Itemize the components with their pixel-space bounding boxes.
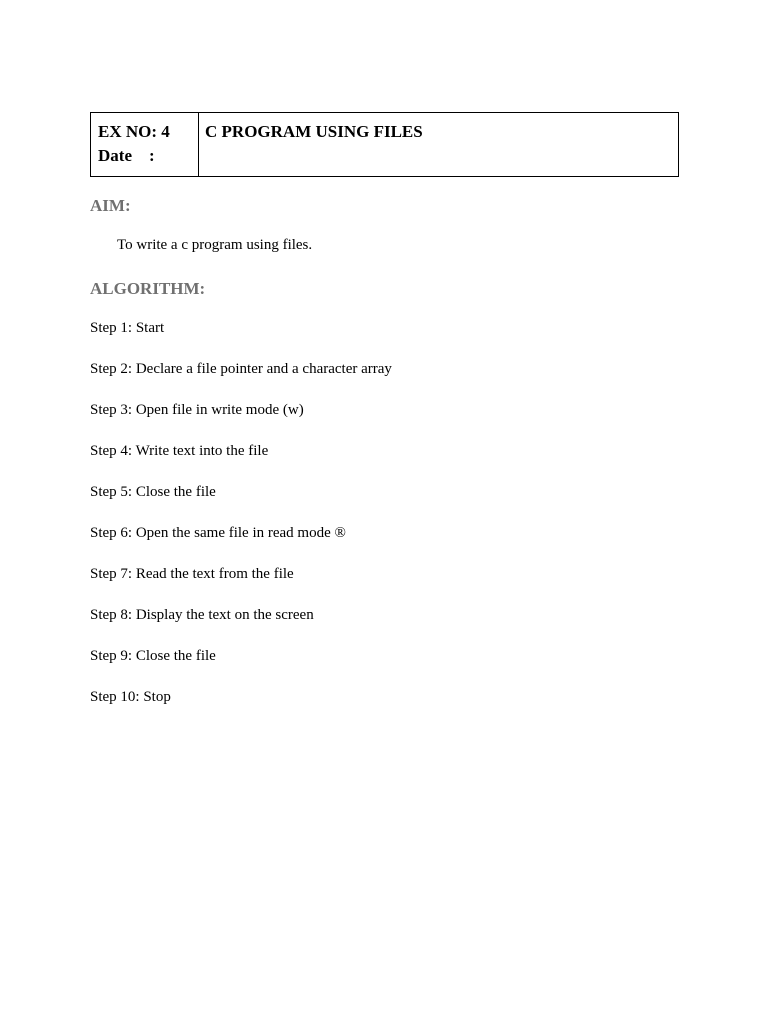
exercise-number: EX NO: 4 (98, 122, 170, 141)
algorithm-step-5: Step 5: Close the file (90, 484, 216, 500)
algorithm-step-10: Step 10: Stop (90, 689, 171, 705)
header-left-cell (91, 113, 199, 176)
aim-text: To write a c program using files. (117, 237, 313, 253)
aim-heading: AIM: (90, 196, 131, 215)
algorithm-step-1: Step 1: Start (90, 320, 165, 336)
program-title: C PROGRAM USING FILES (205, 122, 423, 141)
algorithm-steps-list (90, 319, 392, 729)
date-label: Date : (98, 146, 155, 165)
algorithm-step-7: Step 7: Read the text from the file (90, 566, 294, 582)
algorithm-step-2: Step 2: Declare a file pointer and a character array (90, 361, 392, 377)
header-table (90, 112, 679, 177)
algorithm-heading: ALGORITHM: (90, 279, 206, 298)
algorithm-step-9: Step 9: Close the file (90, 648, 216, 664)
header-title-cell (199, 113, 678, 176)
algorithm-step-8: Step 8: Display the text on the screen (90, 607, 314, 623)
algorithm-step-6: Step 6: Open the same file in read mode ® (90, 525, 346, 541)
algorithm-step-3: Step 3: Open file in write mode (w) (90, 402, 304, 418)
algorithm-step-4: Step 4: Write text into the file (90, 443, 269, 459)
